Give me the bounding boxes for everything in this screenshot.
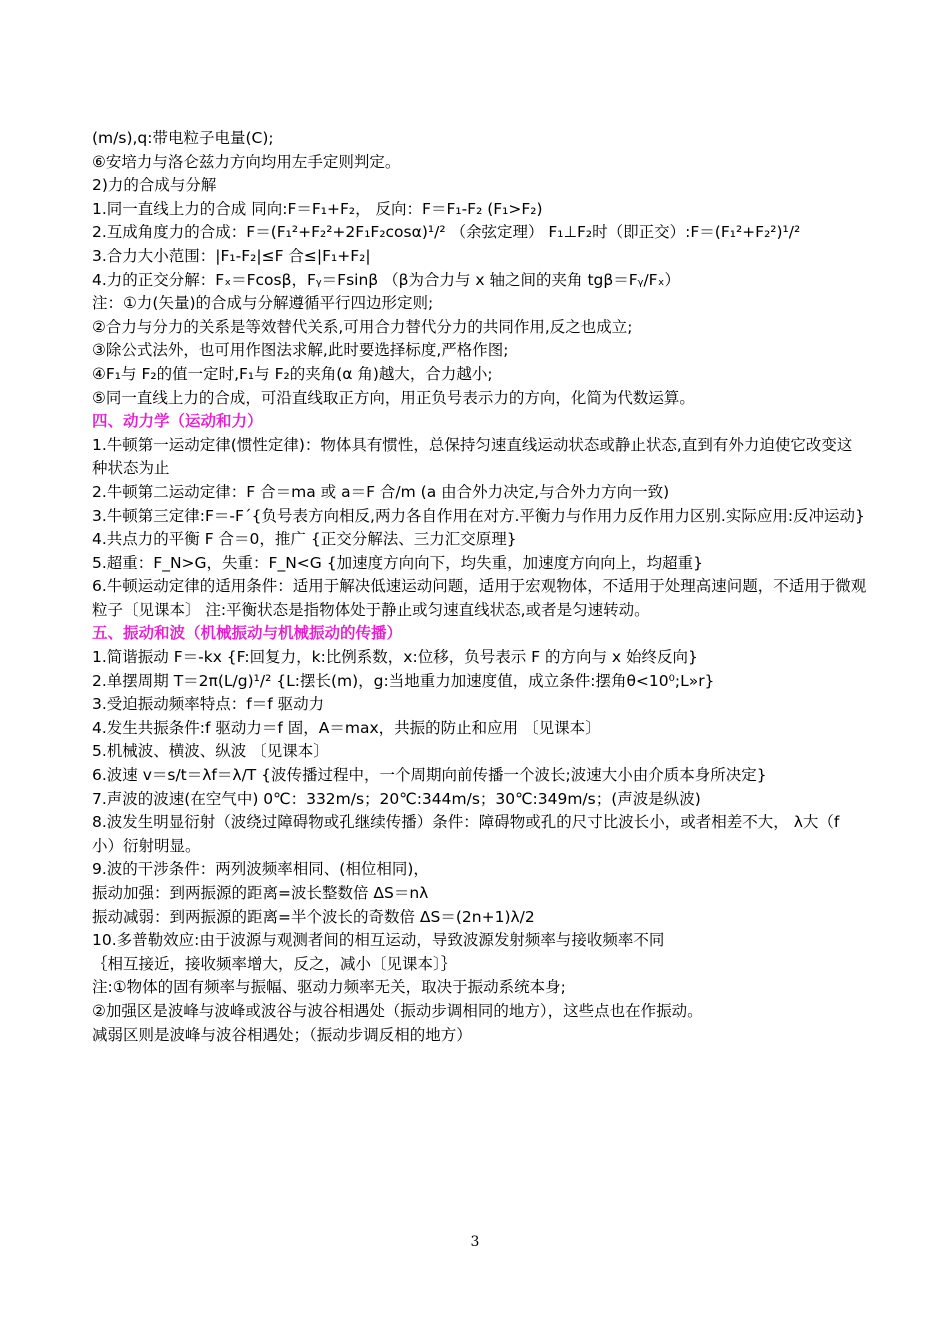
text-line: 6.牛顿运动定律的适用条件：适用于解决低速运动问题，适用于宏观物体，不适用于处理高速问题，不适用于微观粒子〔见课本〕 注:平衡状态是指物体处于静止或匀速直线状态,或者是匀速转动。 <box>92 577 867 619</box>
text-line: 2.单摆周期 T＝2π(L/g)¹/² {L:摆长(m)，g:当地重力加速度值，成立条件:摆角θ<10⁰;L»r} <box>92 671 715 690</box>
text-line: 5.超重：F_N>G，失重：F_N<G {加速度方向向下，均失重，加速度方向向上，均超重} <box>92 553 703 572</box>
text-line: 振动加强：到两振源的距离=波长整数倍 ΔS＝nλ <box>92 884 429 902</box>
text-line: 10.多普勒效应:由于波源与观测者间的相互运动，导致波源发射频率与接收频率不同 <box>92 931 665 950</box>
text-line: ④F₁与 F₂的值一定时,F₁与 F₂的夹角(α 角)越大，合力越小; <box>92 364 493 383</box>
text-line: 3.合力大小范围：|F₁-F₂|≤F 合≤|F₁+F₂| <box>92 246 371 265</box>
text-line: ｛相互接近，接收频率增大，反之，减小〔见课本〕｝ <box>92 954 457 973</box>
page-number: 3 <box>470 1234 480 1250</box>
text-line: ②合力与分力的关系是等效替代关系,可用合力替代分力的共同作用,反之也成立; <box>92 317 633 336</box>
text-line: 3.受迫振动频率特点：f＝f 驱动力 <box>92 695 325 714</box>
text-line: ⑤同一直线上力的合成，可沿直线取正方向，用正负号表示力的方向，化简为代数运算。 <box>92 388 695 407</box>
text-line: ⑥安培力与洛仑兹力方向均用左手定则判定。 <box>92 152 401 171</box>
text-line: 9.波的干涉条件：两列波频率相同、(相位相同)， <box>92 860 429 879</box>
text-line: 4.力的正交分解：Fₓ＝Fcosβ，Fᵧ＝Fsinβ （β为合力与 x 轴之间的夹角 tgβ＝Fᵧ/Fₓ） <box>92 270 680 289</box>
text-line: 1.牛顿第一运动定律(惯性定律)：物体具有惯性，总保持匀速直线运动状态或静止状态,直到有外力迫使它改变这种状态为止 <box>92 435 853 478</box>
text-line: 5.机械波、横波、纵波 〔见课本〕 <box>92 742 329 761</box>
document-page <box>92 127 867 1047</box>
text-line: 注:①物体的固有频率与振幅、驱动力频率无关，取决于振动系统本身; <box>92 978 566 997</box>
section-heading: 五、振动和波（机械振动与机械振动的传播） <box>92 624 403 643</box>
text-line: 8.波发生明显衍射（波绕过障碍物或孔继续传播）条件：障碍物或孔的尺寸比波长小，或者相差不大， λ大（f 小）衍射明显。 <box>92 813 840 855</box>
text-line: 6.波速 v＝s/t＝λf＝λ/T {波传播过程中，一个周期向前传播一个波长;波速大小由介质本身所决定} <box>92 766 767 785</box>
text-line: 4.发生共振条件:f 驱动力＝f 固，A＝max，共振的防止和应用 〔见课本〕 <box>92 718 601 737</box>
text-line: 注：①力(矢量)的合成与分解遵循平行四边形定则; <box>92 294 434 313</box>
text-line: 2.互成角度力的合成：F＝(F₁²+F₂²+2F₁F₂cosα)¹/² （余弦定理） F₁⊥F₂时（即正交）:F＝(F₁²+F₂²)¹/² <box>92 223 801 242</box>
text-line: 1.简谐振动 F＝-kx {F:回复力，k:比例系数，x:位移，负号表示 F 的方向与 x 始终反向} <box>92 648 698 667</box>
text-line: 1.同一直线上力的合成 同向:F＝F₁+F₂， 反向：F＝F₁-F₂ (F₁>F₂) <box>92 199 543 218</box>
text-line: 振动减弱：到两振源的距离=半个波长的奇数倍 ΔS＝(2n+1)λ/2 <box>92 907 535 926</box>
text-line: (m/s),q:带电粒子电量(C); <box>92 129 274 147</box>
text-line: 2.牛顿第二运动定律：F 合＝ma 或 a＝F 合/m (a 由合外力决定,与合外力方向一致) <box>92 482 670 501</box>
section-heading: 四、动力学（运动和力） <box>92 412 263 431</box>
text-line: 4.共点力的平衡 F 合＝0，推广 {正交分解法、三力汇交原理} <box>92 530 517 549</box>
text-line: 2)力的合成与分解 <box>92 176 217 195</box>
text-line: 7.声波的波速(在空气中) 0℃：332m/s；20℃:344m/s；30℃:349m/s；(声波是纵波) <box>92 789 701 808</box>
text-line: ③除公式法外，也可用作图法求解,此时要选择标度,严格作图; <box>92 341 509 360</box>
text-line: 减弱区则是波峰与波谷相遇处；（振动步调反相的地方） <box>92 1025 472 1044</box>
text-line: 3.牛顿第三定律:F＝-F´{负号表方向相反,两力各自作用在对方.平衡力与作用力反作用力区别.实际应用:反冲运动} <box>92 506 865 525</box>
text-line: ②加强区是波峰与波峰或波谷与波谷相遇处（振动步调相同的地方），这些点也在作振动。 <box>92 1001 703 1020</box>
